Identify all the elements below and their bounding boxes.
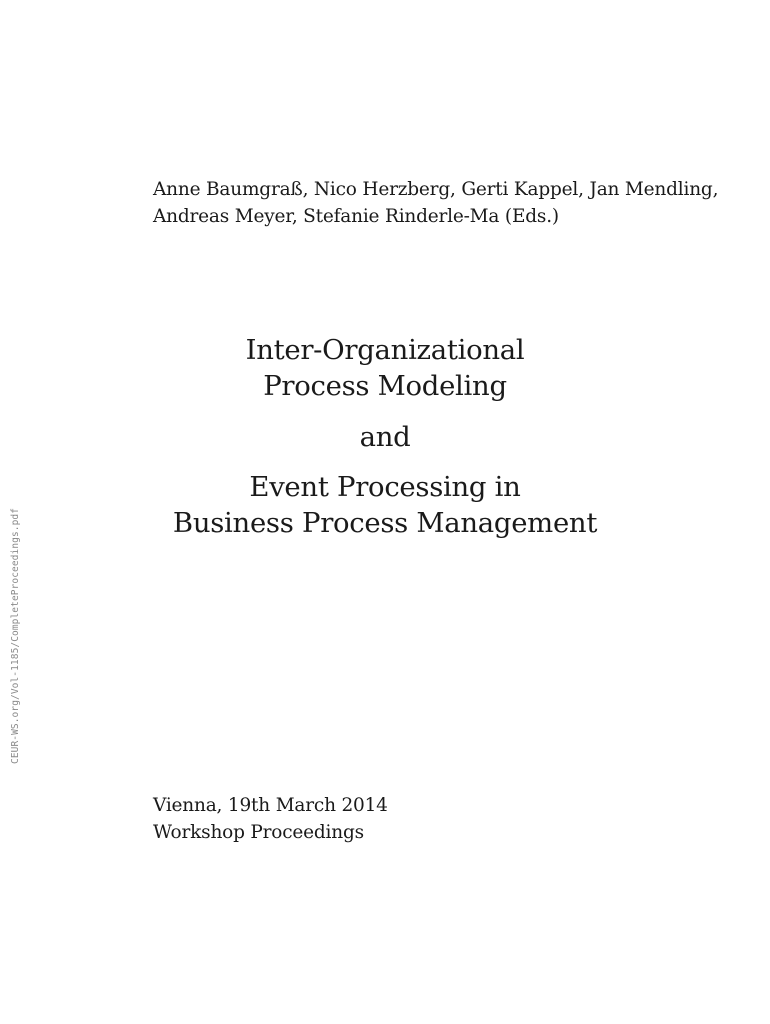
footer-block [153, 792, 388, 846]
title-line-4: Business Process Management [172, 507, 598, 539]
title-line-2: Process Modeling [263, 370, 507, 402]
title-part-2 [0, 469, 770, 541]
editors-block [153, 176, 719, 230]
title-line-1: Inter-Organizational [245, 334, 525, 366]
title-connector: and [359, 421, 411, 453]
proceedings-kind: Workshop Proceedings [153, 822, 364, 843]
side-url-stamp: CEUR-WS.org/Vol-1185/CompleteProceedings.pdf [10, 507, 21, 764]
editors-line-1: Anne Baumgraß, Nico Herzberg, Gerti Kappel, Jan Mendling, [153, 179, 719, 200]
place-date: Vienna, 19th March 2014 [153, 795, 388, 816]
title-part-1 [0, 332, 770, 404]
title-connector-block [0, 419, 770, 455]
editors-line-2: Andreas Meyer, Stefanie Rinderle-Ma (Eds.) [153, 206, 559, 227]
title-line-3: Event Processing in [249, 471, 521, 503]
